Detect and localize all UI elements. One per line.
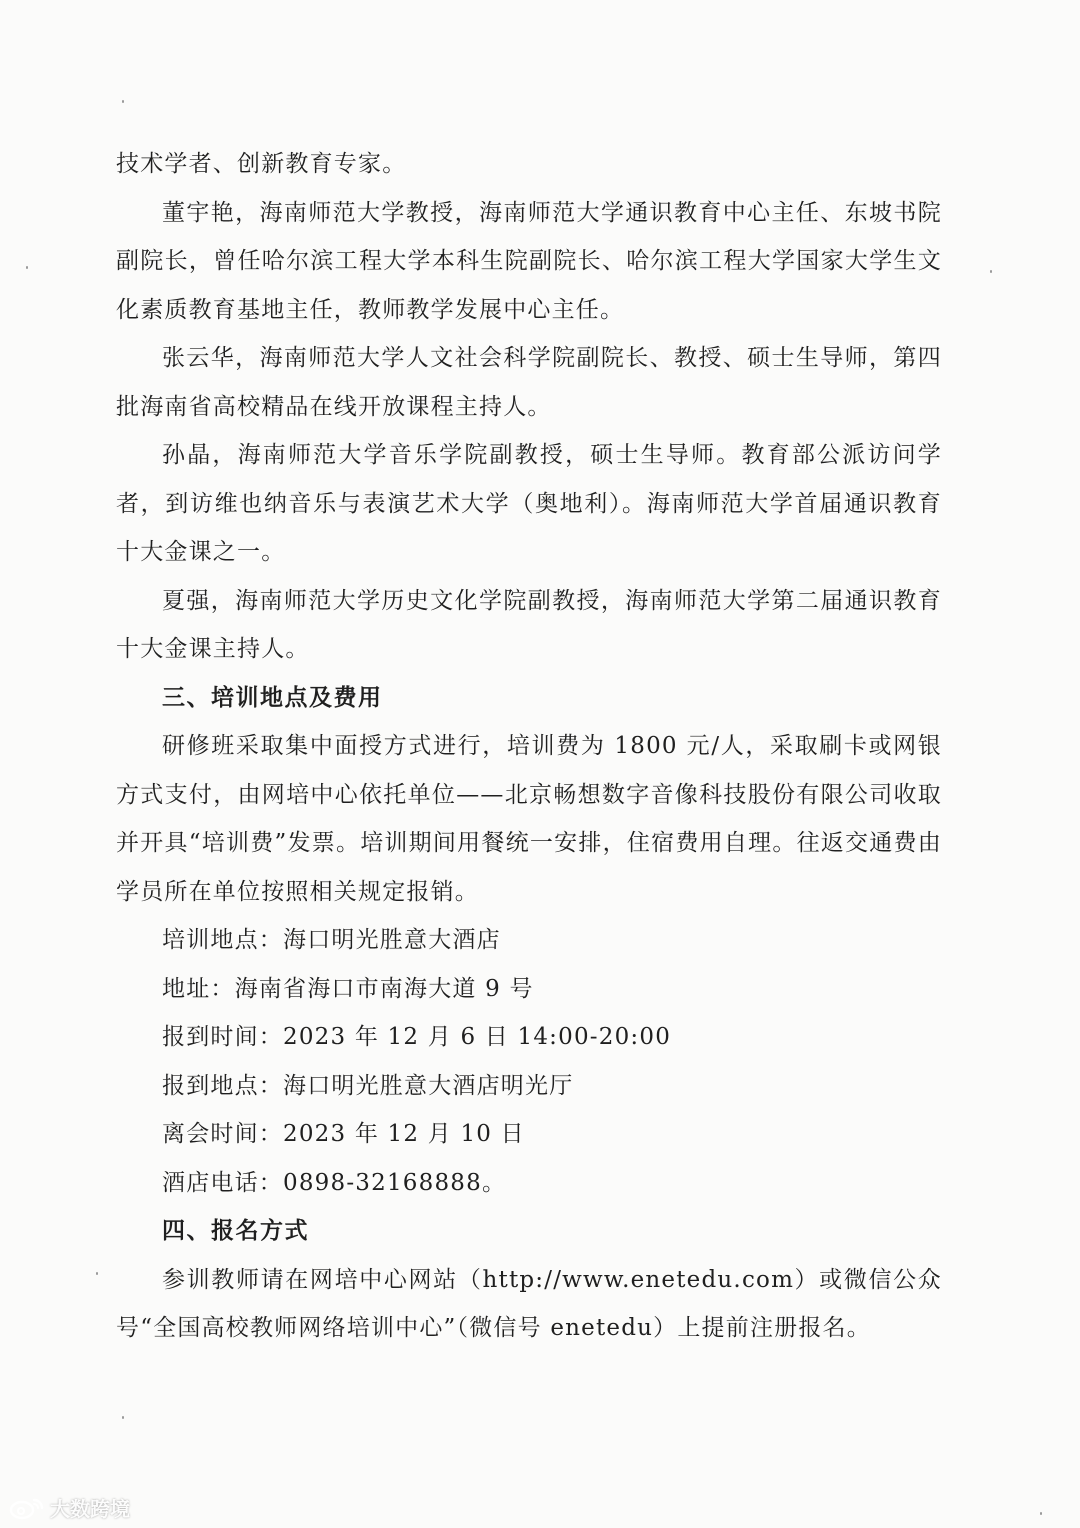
scan-speck	[122, 1416, 124, 1419]
info-checkin-place: 报到地点：海口明光胜意大酒店明光厅	[162, 1072, 574, 1099]
scan-speck	[122, 100, 124, 103]
scan-speck	[26, 266, 28, 269]
paragraph-registration-details: 参训教师请在网培中心网站（http://www.enetedu.com）或微信公众号“全国高校教师网络培训中心”（微信号 enetedu）上提前注册报名。	[116, 1266, 942, 1341]
paragraph-sun-jing: 孙晶，海南师范大学音乐学院副教授，硕士生导师。教育部公派访问学者，到访维也纳音乐与表演艺术大学（奥地利）。海南师范大学首届通识教育十大金课之一。	[116, 442, 942, 565]
info-hotel-phone: 酒店电话：0898-32168888。	[162, 1169, 507, 1196]
paragraph-zhang-yunhua: 张云华，海南师范大学人文社会科学院副院长、教授、硕士生导师，第四批海南省高校精品在线开放课程主持人。	[116, 345, 942, 420]
scan-speck	[990, 270, 992, 273]
weibo-logo-icon	[8, 1496, 46, 1520]
paragraph-dong-yuyan: 董宇艳，海南师范大学教授，海南师范大学通识教育中心主任、东坡书院副院长，曾任哈尔滨工程大学本科生院副院长、哈尔滨工程大学国家大学生文化素质教育基地主任，教师教学发展中心主任。	[116, 199, 942, 323]
scan-speck	[1040, 1512, 1042, 1515]
watermark-text: 大数跨境	[50, 1497, 130, 1521]
info-address: 地址：海南省海口市南海大道 9 号	[162, 975, 534, 1002]
watermark	[8, 1493, 130, 1522]
paragraph-fee-details: 研修班采取集中面授方式进行，培训费为 1800 元/人，采取刷卡或网银方式支付，由网培中心依托单位——北京畅想数字音像科技股份有限公司收取并开具“培训费”发票。培训期间用餐统一安排，住宿费用自理。往返交通费由学员所在单位按照相关规定报销。	[116, 733, 942, 905]
paragraph-intro-continuation: 技术学者、创新教育专家。	[116, 151, 407, 177]
section-heading-training-location-fee: 三、培训地点及费用	[162, 684, 383, 711]
paragraph-xia-qiang: 夏强，海南师范大学历史文化学院副教授，海南师范大学第二届通识教育十大金课主持人。	[116, 587, 942, 662]
section-heading-registration: 四、报名方式	[162, 1218, 309, 1244]
info-checkin-time: 报到时间：2023 年 12 月 6 日 14:00-20:00	[162, 1024, 672, 1050]
document-body	[116, 140, 942, 1353]
info-training-location: 培训地点：海口明光胜意大酒店	[162, 927, 501, 953]
scan-speck	[96, 1272, 98, 1275]
info-leave-time: 离会时间：2023 年 12 月 10 日	[162, 1121, 525, 1147]
